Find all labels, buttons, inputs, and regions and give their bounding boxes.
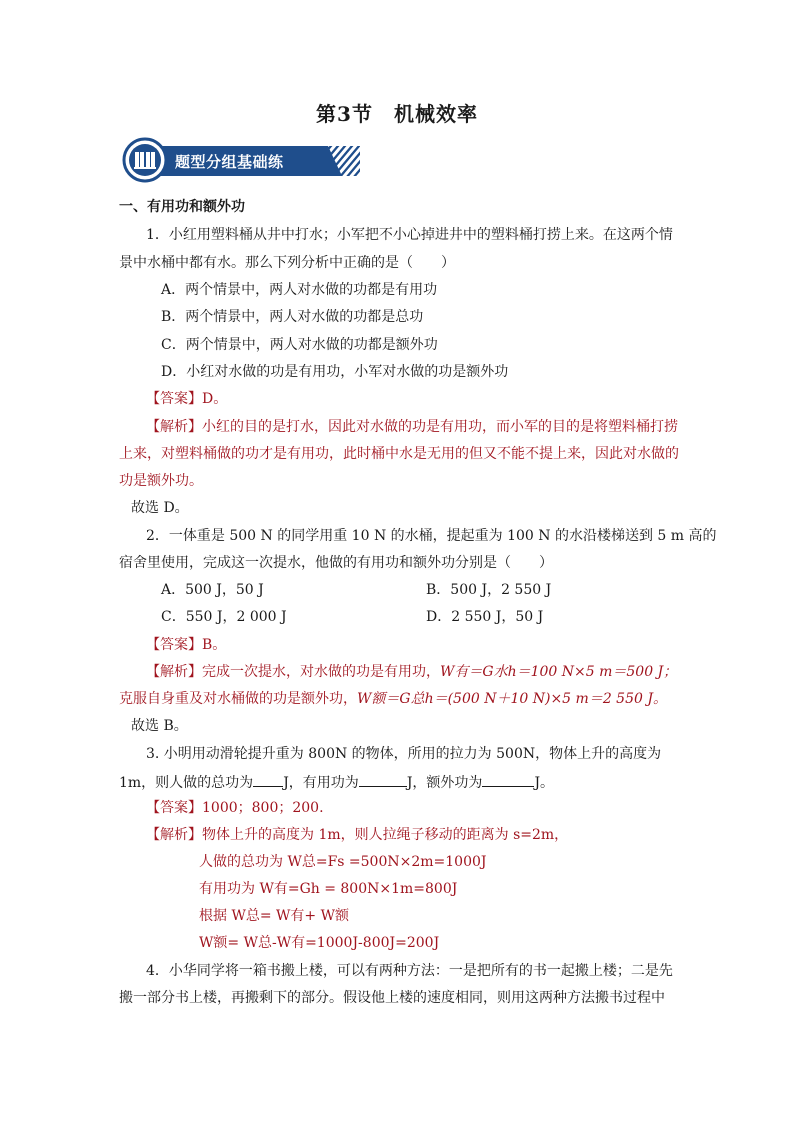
q2-option-a: A．500 J，50 J [161,582,264,598]
answer-value: D。 [202,391,228,407]
q3-step3: 根据 W总= W有+ W额 [199,908,349,924]
analysis-text: 克服自身重及对水桶做的功是额外功， [119,691,357,707]
analysis-label: 【解析】 [146,827,202,843]
answer-value: B。 [202,637,227,653]
answer-label: 【答案】 [146,637,202,653]
q1-analysis-line1 [146,418,678,436]
q3-stem-line1: 3. 小明用动滑轮提升重为 800N 的物体，所用的拉力为 500N，物体上升的高度为 [146,746,662,762]
q2-analysis-line1 [146,663,677,681]
answer-label: 【答案】 [146,800,202,816]
q1-conclusion: 故选 D。 [131,500,189,516]
q2-stem-line2: 宿舍里使用，完成这一次提水，他做的有用功和额外功分别是（ ） [119,555,553,571]
section-banner [120,137,360,183]
stem-text: J，有用功为 [283,775,359,791]
analysis-label: 【解析】 [146,664,202,680]
q2-analysis-line2 [119,690,667,708]
stem-text: 1m，则人做的总功为 [119,775,254,791]
q3-analysis-line1 [146,826,568,844]
formula-useful-work: W有＝G水h＝100 N×5 m＝500 J； [440,664,678,680]
q1-option-c: C．两个情景中，两人对水做的功都是额外功 [161,337,438,353]
q1-answer [146,390,227,408]
banner-label: 题型分组基础练 [175,153,284,171]
answer-blank-3[interactable] [482,772,534,787]
answer-blank-2[interactable] [359,772,407,787]
q1-stem-line2: 景中水桶中都有水。那么下列分析中正确的是（ ） [119,255,455,271]
analysis-text: 完成一次提水，对水做的功是有用功， [202,664,440,680]
analysis-text: 物体上升的高度为 1m，则人拉绳子移动的距离为 s=2m， [202,827,569,843]
q1-stem-line1: 1．小红用塑料桶从井中打水；小军把不小心掉进井中的塑料桶打捞上来。在这两个情 [146,227,673,243]
section-heading: 一、有用功和额外功 [119,199,245,215]
page-title: 第3节 机械效率 [316,102,478,126]
q4-stem-line1: 4．小华同学将一箱书搬上楼，可以有两种方法：一是把所有的书一起搬上楼；二是先 [146,963,673,979]
answer-blank-1[interactable] [253,772,283,787]
q2-option-d: D．2 550 J，50 J [426,609,544,625]
q3-step2: 有用功为 W有=Gh = 800N×1m=800J [199,881,458,897]
q2-conclusion: 故选 B。 [131,718,188,734]
q3-step4: W额= W总-W有=1000J-800J=200J [199,935,440,951]
q1-analysis-line2: 上来，对塑料桶做的功才是有用功，此时桶中水是无用的但又不能不提上来，因此对水做的 [119,446,679,462]
q1-option-d: D．小红对水做的功是有用功，小军对水做的功是额外功 [161,364,509,380]
analysis-label: 【解析】 [146,419,202,435]
q2-option-b: B．500 J，2 550 J [426,582,552,598]
stem-text: J。 [534,775,555,791]
q2-answer [146,636,226,654]
answer-value: 1000；800；200. [202,800,324,816]
q2-stem-line1: 2．一体重是 500 N 的同学用重 10 N 的水桶，提起重为 100 N 的水沿楼梯送到 5 m 高的 [146,528,717,544]
stem-text: J，额外功为 [406,775,483,791]
q1-option-b: B．两个情景中，两人对水做的功都是总功 [161,309,424,325]
q1-analysis-line3: 功是额外功。 [119,473,203,489]
q2-option-c: C．550 J，2 000 J [161,609,287,625]
formula-extra-work: W额＝G总h＝(500 N＋10 N)×5 m＝2 550 J。 [357,691,667,707]
q3-answer [146,799,324,817]
answer-label: 【答案】 [146,391,202,407]
q1-option-a: A．两个情景中，两人对水做的功都是有用功 [161,282,438,298]
q3-step1: 人做的总功为 W总=Fs =500N×2m=1000J [199,854,487,870]
q3-stem-line2 [119,772,554,792]
analysis-text: 小红的目的是打水，因此对水做的功是有用功，而小军的目的是将塑料桶打捞 [202,419,678,435]
q4-stem-line2: 搬一部分书上楼，再搬剩下的部分。假设他上楼的速度相同，则用这两种方法搬书过程中 [119,990,665,1006]
